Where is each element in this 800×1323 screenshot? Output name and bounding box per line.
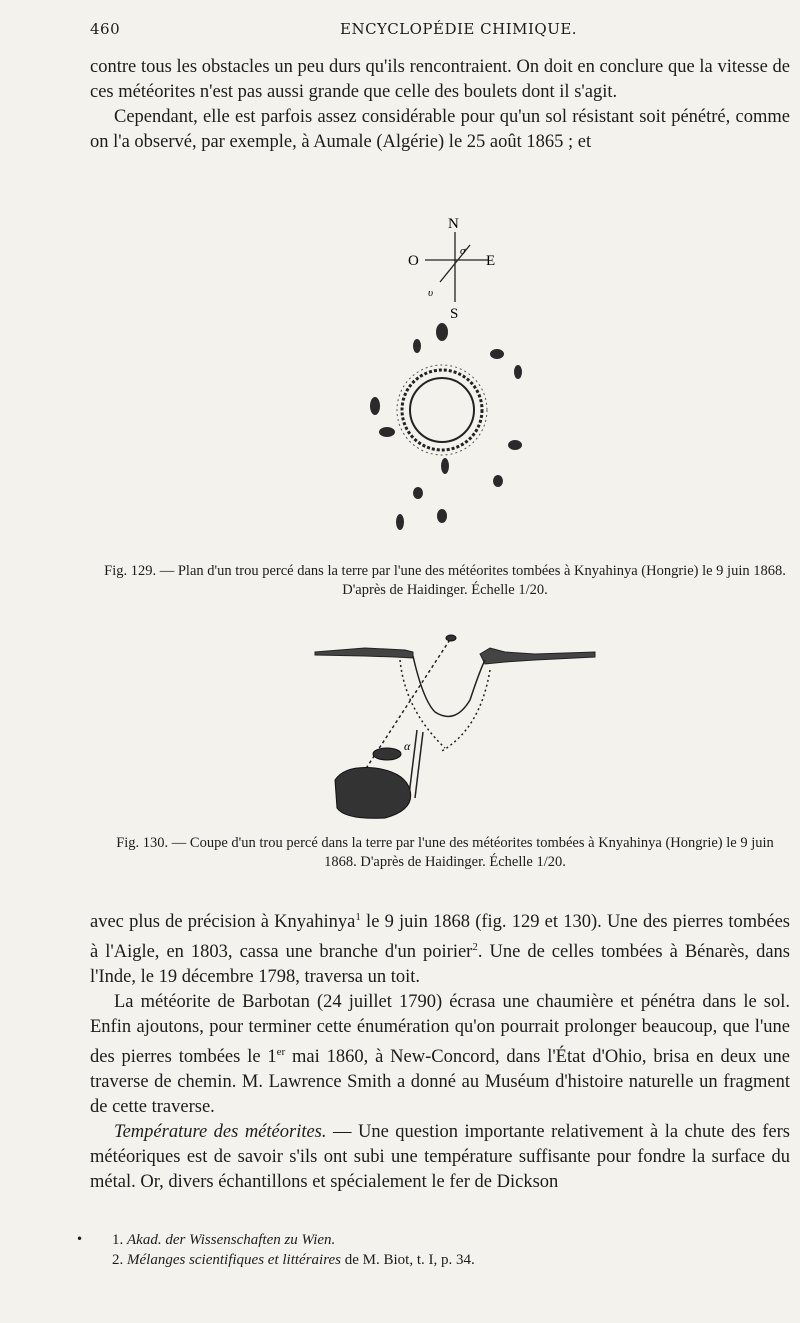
body-text-top xyxy=(90,55,790,155)
compass-rose xyxy=(425,232,488,302)
ground-surface xyxy=(315,648,595,664)
p1-text-a: avec plus de précision à Knyahinya xyxy=(90,912,356,933)
footnote-ref-2: 2 xyxy=(472,941,478,954)
p2-text-a: La météorite de Barbotan (24 juillet 1790) écrasa une chaumière et pénétra dans le sol. Enfin ajoutons, pour terminer cette énumération qu'on pourrait prolonger beaucoup, que l'une des pierres tombées le 1 xyxy=(90,992,790,1068)
footnote-2-rest: de M. Biot, t. I, p. 34. xyxy=(340,1252,475,1268)
footnotes xyxy=(112,1230,792,1270)
p2-text-b: mai 1860, à New-Concord, dans l'État d'Ohio, brisa en deux une traverse de chemin. M. Lawrence Smith a donné au Muséum d'histoire naturelle un fragment de cette traverse. xyxy=(90,1047,790,1118)
margin-dot: • xyxy=(76,1232,84,1246)
figure-129-plan xyxy=(360,210,560,540)
compass-mark-b: υ xyxy=(428,287,434,299)
footnote-ref-1: 1 xyxy=(355,911,361,923)
paragraph-barbotan xyxy=(90,990,790,1120)
p1-text-b: le 9 juin 1868 (fig. 129 et 130). Une des pierres tombées à l'Aigle, en 1803, cassa une branche d'un poirier xyxy=(90,912,790,963)
compass-east: E xyxy=(486,253,496,269)
footnote-2 xyxy=(112,1250,792,1270)
p1-text-c: . Une de celles tombées à Bénarès, dans l'Inde, le 19 décembre 1798, traversa un toit. xyxy=(90,942,790,988)
paragraph-temperature xyxy=(90,1120,790,1195)
body-text-bottom xyxy=(90,905,790,1195)
footnote-2-number: 2. xyxy=(112,1252,124,1268)
figure-129-caption: Fig. 129. — Plan d'un trou percé dans la terre par l'une des météorites tombées à Knyahinya (Hongrie) le 9 juin 1868. D'après de Haidinger. Échelle 1/20. xyxy=(104,563,786,598)
paragraph-cependant: Cependant, elle est parfois assez considérable pour qu'un sol résistant soit pénétré, comme on l'a observé, par exemple, à Aumale (Algérie) le 25 août 1865 ; et xyxy=(90,107,790,152)
paragraph-knyahinya xyxy=(90,905,790,990)
hole-crater xyxy=(397,365,487,455)
page-number: 460 xyxy=(90,20,121,38)
compass-north: N xyxy=(448,216,459,232)
footnote-2-title: Mélanges scientifiques et littéraires xyxy=(127,1252,341,1268)
footnote-1 xyxy=(112,1230,792,1250)
footnote-1-text: Akad. der Wissenschaften zu Wien. xyxy=(127,1232,336,1248)
section-heading-temperature: Température des météorites. xyxy=(114,1122,327,1143)
stone-fragments xyxy=(370,323,522,530)
footnote-1-number: 1. xyxy=(112,1232,124,1248)
fig130-mark-alpha: α xyxy=(404,739,411,753)
figure-130-section xyxy=(305,630,605,825)
paragraph-continuation: contre tous les obstacles un peu durs qu'ils rencontraient. On doit en conclure que la vitesse de ces météorites n'est pas aussi grande que celle des boulets dont il s'agit. xyxy=(90,57,790,102)
compass-south: S xyxy=(450,306,459,322)
superscript-er: er xyxy=(276,1046,286,1059)
compass-mark-a: σ xyxy=(460,245,466,257)
p3-text: — Une question importante relativement à la chute des fers météoriques est de savoir s'ils ont subi une température suffisante pour fondre la surface du métal. Or, divers échantillons et spécialement le fer de Dickson xyxy=(90,1122,790,1193)
buried-meteorite xyxy=(335,635,456,818)
compass-west: O xyxy=(408,253,419,269)
figure-130-caption: Fig. 130. — Coupe d'un trou percé dans la terre par l'une des météorites tombées à Knyahinya (Hongrie) le 9 juin 1868. D'après de Haidinger. Échelle 1/20. xyxy=(116,835,774,870)
running-title: ENCYCLOPÉDIE CHIMIQUE. xyxy=(340,20,578,38)
